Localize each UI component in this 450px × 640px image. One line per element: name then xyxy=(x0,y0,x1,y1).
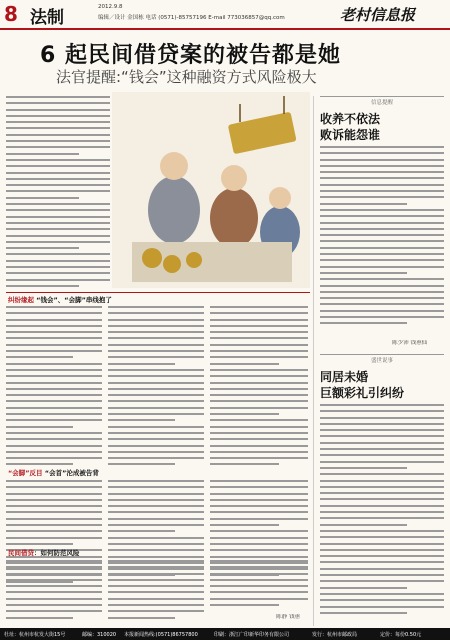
footer-printer: 印刷：浙江广印新华印务有限公司 xyxy=(214,632,290,638)
section3-column2 xyxy=(108,560,204,623)
footer-address: 杜址：杭州市杭发大街15号 xyxy=(4,632,66,638)
section1-column2 xyxy=(108,306,204,470)
story1-title-line2: 败诉能怨谁 xyxy=(320,128,381,142)
story1-body xyxy=(320,146,444,329)
section3-column1 xyxy=(6,560,102,623)
story1-kicker: 信息提醒 xyxy=(320,96,444,106)
footer-hotline: 本报新闻热线:(0571)86757800 xyxy=(124,632,198,638)
cartoon-illustration xyxy=(112,92,310,288)
story2-kicker: 盛世说事 xyxy=(320,354,444,364)
section-label: 纠纷缘起 xyxy=(8,296,34,304)
story2-body xyxy=(320,404,444,618)
headline-subtitle: 法官提醒:“钱会”这种融资方式风险极大 xyxy=(56,68,317,86)
page-number: 8 xyxy=(4,2,18,26)
editor-contact: 编辑／设计 金国栋 电话 (0571)-85757196 E-mail 773036857@qq.com xyxy=(98,15,285,21)
story2-title-line2: 巨额彩礼引纠纷 xyxy=(320,386,405,400)
section3-column3 xyxy=(210,560,308,610)
section-name: 法制 xyxy=(30,8,64,28)
masthead: 老村信息报 xyxy=(340,6,416,24)
footer-postcode: 邮编：310020 xyxy=(82,632,117,638)
story2-title-line1: 同居未婚 xyxy=(320,370,369,384)
article-byline: 陈静 钱蕙 xyxy=(276,614,301,620)
story1-title-line1: 收养不依法 xyxy=(320,112,381,126)
section-label: 民间借贷 xyxy=(8,549,34,557)
section1-column1 xyxy=(6,306,102,470)
story1-byline: 陈少沛 钱蕙仙 xyxy=(392,340,428,346)
section-heading-3: 民间借贷：如何防范风险 xyxy=(8,549,80,557)
lead-paragraph xyxy=(6,96,110,291)
footer-price: 定价：每份0.50元 xyxy=(380,632,422,638)
section-divider xyxy=(6,292,310,293)
footer-distributor: 发行：杭州市邮政局 xyxy=(312,632,358,638)
section-heading-2: “会脚”反目 “会首”沦成被告背 xyxy=(8,469,99,477)
issue-date: 2012.9.8 xyxy=(98,4,123,10)
headline-title: 6 起民间借贷案的被告都是她 xyxy=(40,43,341,68)
page-footer xyxy=(0,628,450,640)
section-label: “会脚”反目 xyxy=(8,469,43,477)
section-heading-1: 纠纷缘起 “钱会”、“会脚”串线抱了 xyxy=(8,296,112,304)
section1-column3 xyxy=(210,306,308,470)
